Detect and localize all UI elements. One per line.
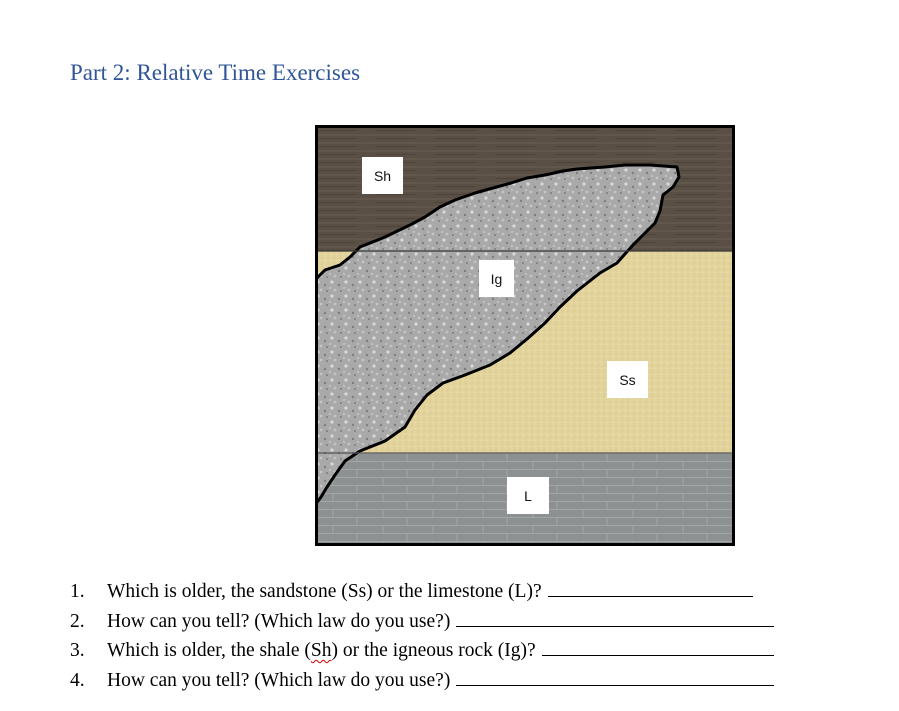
- question-2: [70, 611, 870, 641]
- question-number: 4.: [70, 669, 85, 691]
- question-list: [70, 581, 870, 699]
- question-text-after: ) or the igneous rock (Ig)?: [331, 640, 536, 661]
- question-number: 1.: [70, 581, 85, 602]
- label-igneous: Ig: [479, 260, 514, 297]
- question-3: [70, 640, 870, 670]
- answer-blank-2[interactable]: [456, 611, 774, 627]
- question-number: 2.: [70, 610, 85, 632]
- answer-blank-3[interactable]: [542, 640, 774, 656]
- question-4: [70, 670, 870, 700]
- question-text: Which is older, the sandstone (Ss) or the limestone (L)?: [107, 581, 542, 602]
- label-sandstone: Ss: [607, 361, 648, 398]
- question-text-before: Which is older, the shale (: [107, 640, 311, 661]
- page-title: Part 2: Relative Time Exercises: [70, 60, 361, 85]
- question-1: [70, 581, 870, 611]
- spellcheck-flagged-word[interactable]: Sh: [310, 640, 332, 661]
- question-text: How can you tell? (Which law do you use?): [107, 610, 451, 632]
- answer-blank-1[interactable]: [548, 581, 753, 597]
- question-text: [107, 640, 536, 662]
- cross-section-diagram: [315, 125, 735, 546]
- label-shale: Sh: [362, 157, 403, 194]
- question-text: How can you tell? (Which law do you use?): [107, 669, 451, 691]
- label-limestone: L: [507, 477, 549, 514]
- question-number: 3.: [70, 640, 85, 661]
- answer-blank-4[interactable]: [456, 670, 774, 686]
